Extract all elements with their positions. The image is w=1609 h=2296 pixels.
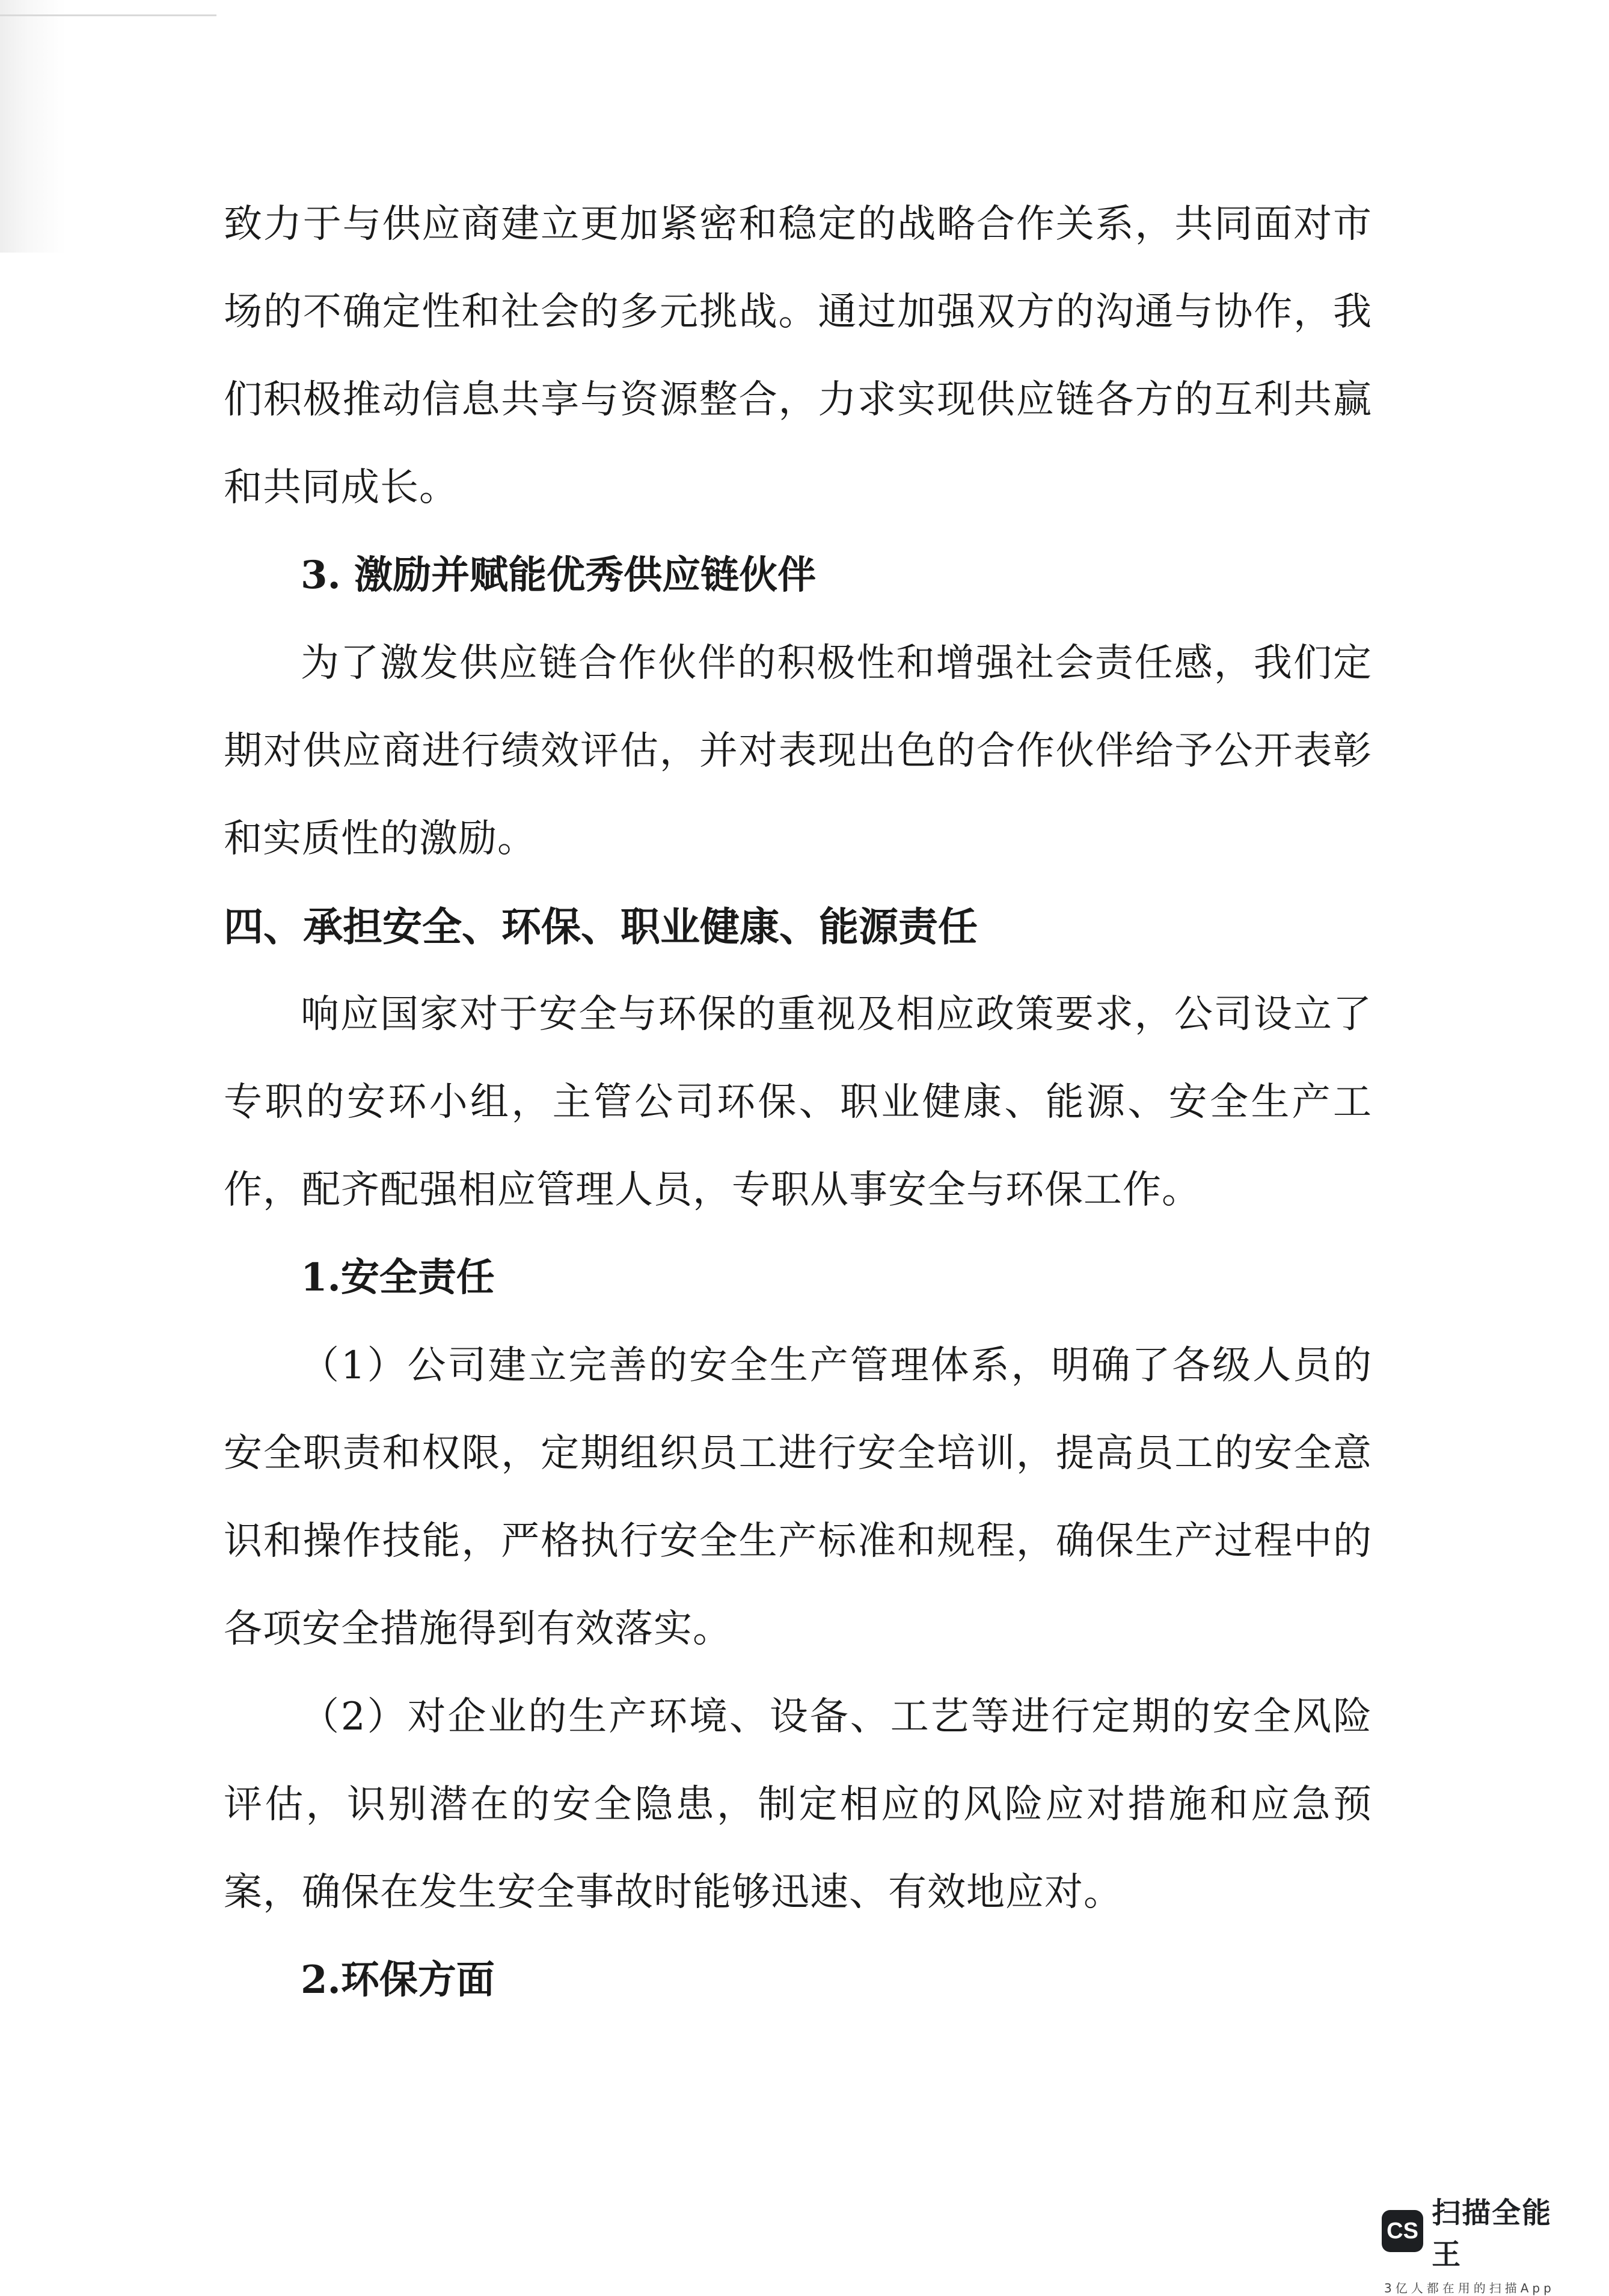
scan-artifact-line (0, 14, 216, 16)
heading-section-four: 四、承担安全、环保、职业健康、能源责任 (224, 903, 978, 950)
watermark-app-name: 扫描全能王 (1432, 2196, 1552, 2271)
watermark-tagline: 3亿人都在用的扫描App (1384, 2281, 1555, 2295)
document-body (224, 180, 1372, 2024)
paragraph-safety-item-1: （1）公司建立完善的安全生产管理体系，明确了各级人员的安全职责和权限，定期组织员工进行安全培训，提高员工的安全意识和操作技能，严格执行安全生产标准和规程，确保生产过程中的各项安全措施得到有效落实。 (224, 1343, 1372, 1651)
camscanner-logo-icon: CS (1382, 2210, 1423, 2252)
heading-incentivize-partners: 3. 激励并赋能优秀供应链伙伴 (301, 553, 817, 598)
paragraph-partner-incentives: 为了激发供应链合作伙伴的积极性和增强社会责任感，我们定期对供应商进行绩效评估，并对表现出色的合作伙伴给予公开表彰和实质性的激励。 (224, 641, 1372, 861)
heading-environmental: 2.环保方面 (301, 1957, 495, 2003)
scanner-watermark (1382, 2190, 1580, 2295)
scan-shadow-edge (0, 0, 66, 253)
paragraph-safety-item-2: （2）对企业的生产环境、设备、工艺等进行定期的安全风险评估，识别潜在的安全隐患，制定相应的风险应对措施和应急预案，确保在发生安全事故时能够迅速、有效地应对。 (224, 1695, 1372, 1915)
paragraph-supplier-cooperation: 致力于与供应商建立更加紧密和稳定的战略合作关系，共同面对市场的不确定性和社会的多元挑战。通过加强双方的沟通与协作，我们积极推动信息共享与资源整合，力求实现供应链各方的互利共赢和共同成长。 (224, 202, 1372, 510)
heading-safety-responsibility: 1.安全责任 (301, 1255, 495, 1300)
paragraph-safety-env-team: 响应国家对于安全与环保的重视及相应政策要求，公司设立了专职的安环小组，主管公司环保、职业健康、能源、安全生产工作，配齐配强相应管理人员，专职从事安全与环保工作。 (224, 992, 1372, 1212)
